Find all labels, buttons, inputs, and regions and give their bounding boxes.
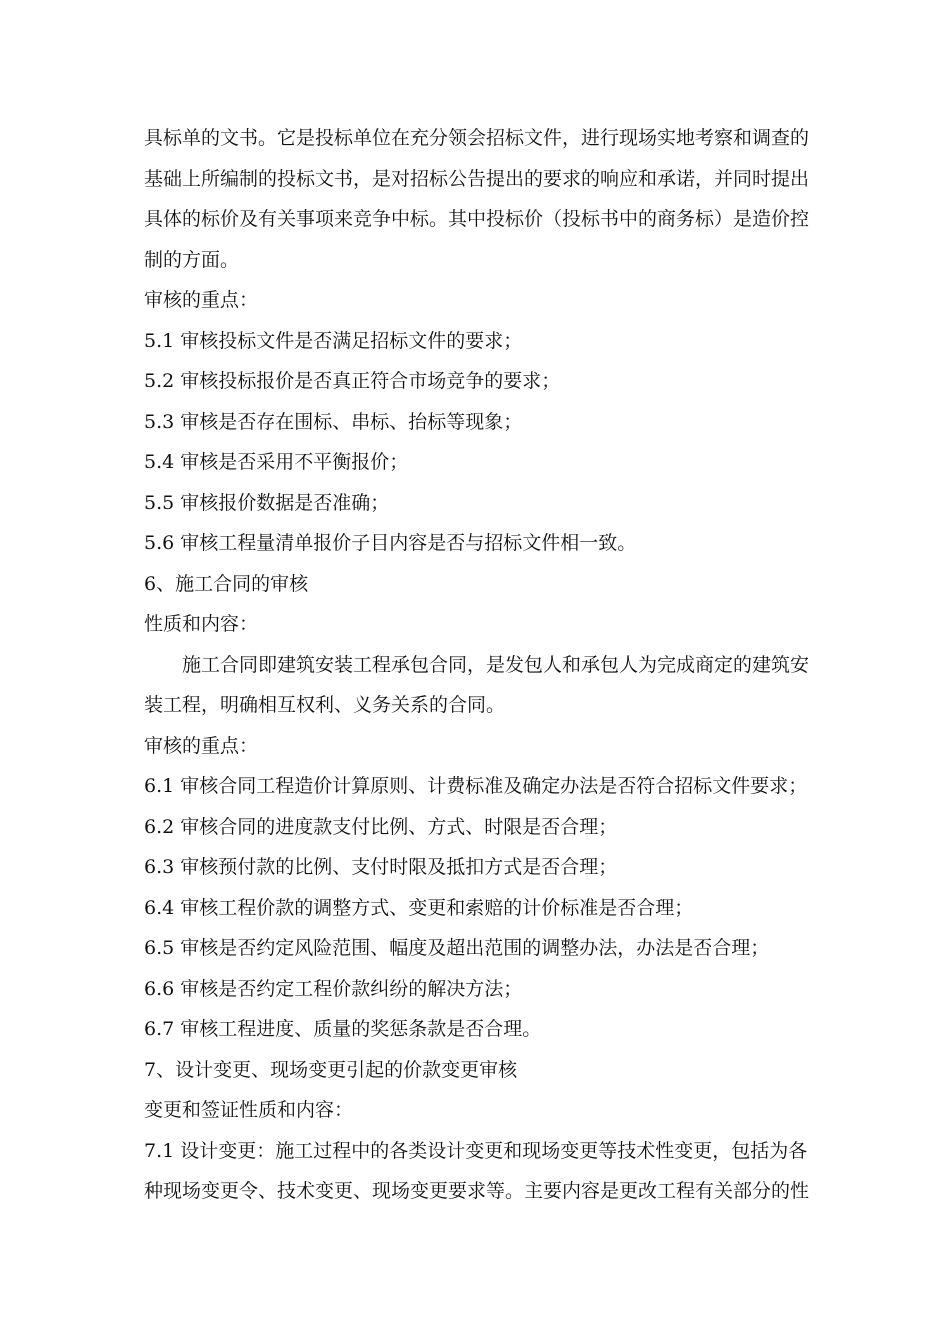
list-item: 6.2 审核合同的进度款支付比例、方式、时限是否合理；: [144, 815, 618, 838]
list-item: 6.7 审核工程进度、质量的奖惩条款是否合理。: [144, 1018, 542, 1040]
list-item: 6.6 审核是否约定工程价款纠纷的解决方法；: [144, 977, 523, 1000]
section-heading: 审核的重点：: [144, 734, 259, 757]
list-item: 5.4 审核是否采用不平衡报价；: [144, 451, 409, 473]
paragraph-line: 具标单的文书。它是投标单位在充分领会招标文件，进行现场实地考察和调查的: [144, 127, 810, 149]
section-heading: 性质和内容：: [144, 613, 259, 635]
list-item: 5.5 审核报价数据是否准确；: [144, 491, 390, 514]
paragraph-line: 具体的标价及有关事项来竞争中标。其中投标价（投标书中的商务标）是造价控: [144, 208, 810, 230]
list-item: 6.5 审核是否约定风险范围、幅度及超出范围的调整办法，办法是否合理；: [144, 937, 770, 959]
section-heading: 变更和签证性质和内容：: [144, 1099, 354, 1121]
document-body: [144, 118, 810, 1212]
list-item: 6.3 审核预付款的比例、支付时限及抵扣方式是否合理；: [144, 856, 618, 878]
section-title: 6、施工合同的审核: [144, 572, 309, 595]
paragraph-line: 基础上所编制的投标文书，是对招标公告提出的要求的响应和承诺，并同时提出: [144, 167, 810, 190]
list-item: 5.1 审核投标文件是否满足招标文件的要求；: [144, 329, 523, 352]
list-item: 6.1 审核合同工程造价计算原则、计费标准及确定办法是否符合招标文件要求；: [144, 775, 808, 797]
paragraph-line: 种现场变更令、技术变更、现场变更要求等。主要内容是更改工程有关部分的性: [144, 1180, 810, 1202]
list-item: 5.3 审核是否存在围标、串标、抬标等现象；: [144, 410, 523, 433]
section-heading: 审核的重点：: [144, 289, 259, 311]
list-item: 5.2 审核投标报价是否真正符合市场竞争的要求；: [144, 370, 561, 392]
list-item: 5.6 审核工程量清单报价子目内容是否与招标文件相一致。: [144, 532, 637, 554]
paragraph-line: 装工程，明确相互权利、义务关系的合同。: [144, 694, 506, 716]
paragraph-line: 施工合同即建筑安装工程承包合同，是发包人和承包人为完成商定的建筑安: [182, 653, 810, 676]
section-title: 7、设计变更、现场变更引起的价款变更审核: [144, 1058, 518, 1081]
list-item: 6.4 审核工程价款的调整方式、变更和索赔的计价标准是否合理；: [144, 896, 694, 919]
paragraph-line: 制的方面。: [144, 248, 240, 271]
paragraph-line: 7.1 设计变更：施工过程中的各类设计变更和现场变更等技术性变更，包括为各: [144, 1139, 808, 1162]
